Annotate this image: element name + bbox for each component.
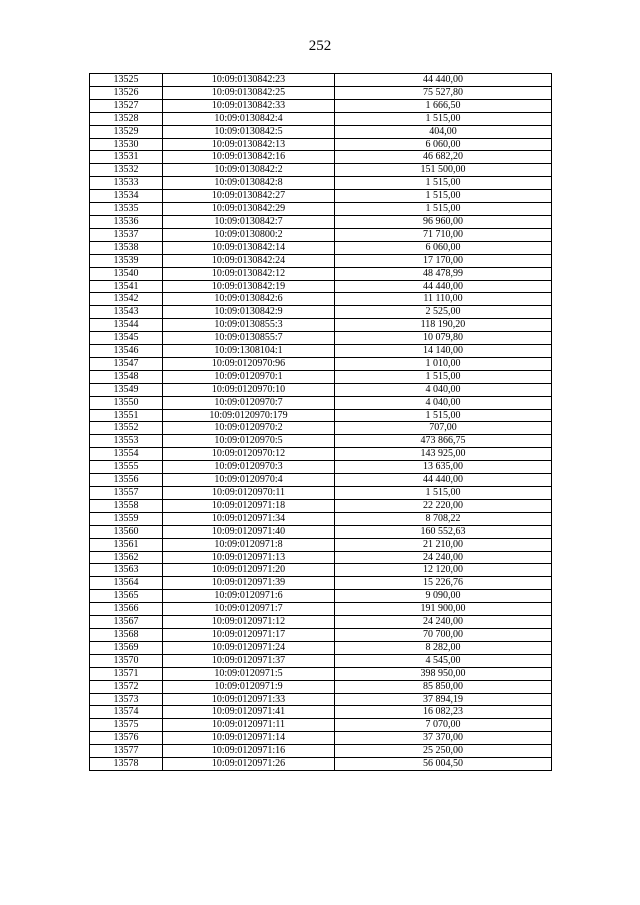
amount-cell: 2 525,00	[335, 306, 552, 319]
amount-cell: 96 960,00	[335, 215, 552, 228]
table-row	[90, 487, 552, 500]
table-row	[90, 719, 552, 732]
table-row	[90, 758, 552, 771]
amount-cell: 46 682,20	[335, 151, 552, 164]
amount-cell: 8 282,00	[335, 641, 552, 654]
table-row	[90, 538, 552, 551]
amount-cell: 6 060,00	[335, 138, 552, 151]
row-number-cell: 13527	[90, 99, 163, 112]
cadastral-number-cell: 10:09:0130842:29	[163, 203, 335, 216]
table-row	[90, 86, 552, 99]
row-number-cell: 13537	[90, 228, 163, 241]
amount-cell: 17 170,00	[335, 254, 552, 267]
cadastral-number-cell: 10:09:0120971:13	[163, 551, 335, 564]
row-number-cell: 13561	[90, 538, 163, 551]
amount-cell: 24 240,00	[335, 551, 552, 564]
row-number-cell: 13548	[90, 370, 163, 383]
amount-cell: 15 226,76	[335, 577, 552, 590]
cadastral-number-cell: 10:09:0130842:25	[163, 86, 335, 99]
row-number-cell: 13550	[90, 396, 163, 409]
cadastral-number-cell: 10:09:0120971:5	[163, 667, 335, 680]
row-number-cell: 13578	[90, 758, 163, 771]
table-row	[90, 706, 552, 719]
table-row	[90, 435, 552, 448]
cadastral-number-cell: 10:09:0120970:2	[163, 422, 335, 435]
table-body	[90, 74, 552, 771]
table-row	[90, 448, 552, 461]
amount-cell: 1 515,00	[335, 177, 552, 190]
table-row	[90, 551, 552, 564]
cadastral-number-cell: 10:09:0130842:13	[163, 138, 335, 151]
cadastral-number-cell: 10:09:0120971:41	[163, 706, 335, 719]
data-table	[89, 73, 552, 771]
cadastral-number-cell: 10:09:0120971:20	[163, 564, 335, 577]
row-number-cell: 13538	[90, 241, 163, 254]
table-row	[90, 112, 552, 125]
row-number-cell: 13549	[90, 383, 163, 396]
amount-cell: 56 004,50	[335, 758, 552, 771]
row-number-cell: 13541	[90, 280, 163, 293]
amount-cell: 48 478,99	[335, 267, 552, 280]
table-row	[90, 628, 552, 641]
table-row	[90, 499, 552, 512]
row-number-cell: 13553	[90, 435, 163, 448]
table-row	[90, 345, 552, 358]
amount-cell: 10 079,80	[335, 332, 552, 345]
table-row	[90, 99, 552, 112]
row-number-cell: 13568	[90, 628, 163, 641]
cadastral-number-cell: 10:09:0120970:4	[163, 474, 335, 487]
table-row	[90, 164, 552, 177]
cadastral-number-cell: 10:09:0130842:24	[163, 254, 335, 267]
amount-cell: 4 545,00	[335, 654, 552, 667]
cadastral-number-cell: 10:09:0130842:14	[163, 241, 335, 254]
amount-cell: 24 240,00	[335, 616, 552, 629]
amount-cell: 44 440,00	[335, 474, 552, 487]
amount-cell: 4 040,00	[335, 396, 552, 409]
table-row	[90, 680, 552, 693]
table-row	[90, 319, 552, 332]
table-row	[90, 190, 552, 203]
amount-cell: 6 060,00	[335, 241, 552, 254]
cadastral-number-cell: 10:09:0120971:7	[163, 603, 335, 616]
cadastral-number-cell: 10:09:0120971:40	[163, 525, 335, 538]
amount-cell: 25 250,00	[335, 745, 552, 758]
cadastral-number-cell: 10:09:0130842:8	[163, 177, 335, 190]
table-row	[90, 151, 552, 164]
row-number-cell: 13577	[90, 745, 163, 758]
cadastral-number-cell: 10:09:0120971:14	[163, 732, 335, 745]
amount-cell: 191 900,00	[335, 603, 552, 616]
row-number-cell: 13551	[90, 409, 163, 422]
amount-cell: 404,00	[335, 125, 552, 138]
table-row	[90, 422, 552, 435]
amount-cell: 75 527,80	[335, 86, 552, 99]
row-number-cell: 13557	[90, 487, 163, 500]
cadastral-number-cell: 10:09:0130842:2	[163, 164, 335, 177]
amount-cell: 151 500,00	[335, 164, 552, 177]
row-number-cell: 13536	[90, 215, 163, 228]
table-row	[90, 603, 552, 616]
cadastral-number-cell: 10:09:0130855:7	[163, 332, 335, 345]
row-number-cell: 13545	[90, 332, 163, 345]
row-number-cell: 13546	[90, 345, 163, 358]
table-row	[90, 357, 552, 370]
cadastral-number-cell: 10:09:0130842:23	[163, 74, 335, 87]
amount-cell: 71 710,00	[335, 228, 552, 241]
row-number-cell: 13562	[90, 551, 163, 564]
table-row	[90, 577, 552, 590]
table-row	[90, 564, 552, 577]
row-number-cell: 13532	[90, 164, 163, 177]
row-number-cell: 13556	[90, 474, 163, 487]
row-number-cell: 13559	[90, 512, 163, 525]
table-row	[90, 280, 552, 293]
cadastral-number-cell: 10:09:0120970:11	[163, 487, 335, 500]
row-number-cell: 13535	[90, 203, 163, 216]
row-number-cell: 13576	[90, 732, 163, 745]
cadastral-number-cell: 10:09:0130842:4	[163, 112, 335, 125]
table-row	[90, 616, 552, 629]
amount-cell: 13 635,00	[335, 461, 552, 474]
amount-cell: 14 140,00	[335, 345, 552, 358]
amount-cell: 1 515,00	[335, 487, 552, 500]
amount-cell: 707,00	[335, 422, 552, 435]
cadastral-number-cell: 10:09:0120970:1	[163, 370, 335, 383]
table-row	[90, 241, 552, 254]
amount-cell: 160 552,63	[335, 525, 552, 538]
table-row	[90, 745, 552, 758]
table-row	[90, 525, 552, 538]
row-number-cell: 13539	[90, 254, 163, 267]
amount-cell: 8 708,22	[335, 512, 552, 525]
amount-cell: 473 866,75	[335, 435, 552, 448]
row-number-cell: 13540	[90, 267, 163, 280]
table-row	[90, 461, 552, 474]
amount-cell: 143 925,00	[335, 448, 552, 461]
cadastral-number-cell: 10:09:0120971:11	[163, 719, 335, 732]
row-number-cell: 13574	[90, 706, 163, 719]
amount-cell: 1 515,00	[335, 370, 552, 383]
table-row	[90, 409, 552, 422]
table-row	[90, 306, 552, 319]
amount-cell: 1 515,00	[335, 190, 552, 203]
amount-cell: 118 190,20	[335, 319, 552, 332]
amount-cell: 11 110,00	[335, 293, 552, 306]
page-number: 252	[308, 38, 332, 54]
amount-cell: 44 440,00	[335, 280, 552, 293]
row-number-cell: 13533	[90, 177, 163, 190]
cadastral-number-cell: 10:09:0120971:12	[163, 616, 335, 629]
table-row	[90, 138, 552, 151]
cadastral-number-cell: 10:09:0120970:3	[163, 461, 335, 474]
table-row	[90, 215, 552, 228]
row-number-cell: 13531	[90, 151, 163, 164]
amount-cell: 4 040,00	[335, 383, 552, 396]
cadastral-number-cell: 10:09:0120970:10	[163, 383, 335, 396]
cadastral-number-cell: 10:09:0130855:3	[163, 319, 335, 332]
cadastral-number-cell: 10:09:0130842:33	[163, 99, 335, 112]
cadastral-number-cell: 10:09:0130842:9	[163, 306, 335, 319]
row-number-cell: 13570	[90, 654, 163, 667]
table-row	[90, 512, 552, 525]
cadastral-number-cell: 10:09:0130842:16	[163, 151, 335, 164]
table-row	[90, 332, 552, 345]
amount-cell: 37 894,19	[335, 693, 552, 706]
cadastral-number-cell: 10:09:0120970:179	[163, 409, 335, 422]
table-row	[90, 228, 552, 241]
row-number-cell: 13563	[90, 564, 163, 577]
amount-cell: 16 082,23	[335, 706, 552, 719]
table-row	[90, 267, 552, 280]
row-number-cell: 13526	[90, 86, 163, 99]
cadastral-number-cell: 10:09:0120971:37	[163, 654, 335, 667]
amount-cell: 9 090,00	[335, 590, 552, 603]
table-row	[90, 383, 552, 396]
table-row	[90, 590, 552, 603]
amount-cell: 22 220,00	[335, 499, 552, 512]
row-number-cell: 13571	[90, 667, 163, 680]
table-row	[90, 370, 552, 383]
cadastral-number-cell: 10:09:0130842:12	[163, 267, 335, 280]
table-row	[90, 177, 552, 190]
row-number-cell: 13564	[90, 577, 163, 590]
cadastral-number-cell: 10:09:0130842:6	[163, 293, 335, 306]
row-number-cell: 13565	[90, 590, 163, 603]
cadastral-number-cell: 10:09:0120970:96	[163, 357, 335, 370]
table-row	[90, 667, 552, 680]
cadastral-number-cell: 10:09:0120971:34	[163, 512, 335, 525]
row-number-cell: 13554	[90, 448, 163, 461]
amount-cell: 70 700,00	[335, 628, 552, 641]
table-row	[90, 125, 552, 138]
row-number-cell: 13525	[90, 74, 163, 87]
table-row	[90, 654, 552, 667]
cadastral-number-cell: 10:09:0120971:8	[163, 538, 335, 551]
cadastral-number-cell: 10:09:0120971:26	[163, 758, 335, 771]
cadastral-number-cell: 10:09:0130842:27	[163, 190, 335, 203]
row-number-cell: 13560	[90, 525, 163, 538]
table-row	[90, 693, 552, 706]
table-row	[90, 254, 552, 267]
cadastral-number-cell: 10:09:0120970:5	[163, 435, 335, 448]
cadastral-number-cell: 10:09:0130842:19	[163, 280, 335, 293]
row-number-cell: 13530	[90, 138, 163, 151]
table-row	[90, 396, 552, 409]
cadastral-number-cell: 10:09:0130842:5	[163, 125, 335, 138]
amount-cell: 1 666,50	[335, 99, 552, 112]
amount-cell: 7 070,00	[335, 719, 552, 732]
row-number-cell: 13547	[90, 357, 163, 370]
table-row	[90, 641, 552, 654]
amount-cell: 37 370,00	[335, 732, 552, 745]
row-number-cell: 13569	[90, 641, 163, 654]
cadastral-number-cell: 10:09:0130842:7	[163, 215, 335, 228]
table-row	[90, 293, 552, 306]
cadastral-number-cell: 10:09:0120971:18	[163, 499, 335, 512]
row-number-cell: 13567	[90, 616, 163, 629]
amount-cell: 85 850,00	[335, 680, 552, 693]
row-number-cell: 13534	[90, 190, 163, 203]
cadastral-number-cell: 10:09:1308104:1	[163, 345, 335, 358]
cadastral-number-cell: 10:09:0120971:33	[163, 693, 335, 706]
cadastral-number-cell: 10:09:0120970:7	[163, 396, 335, 409]
cadastral-number-cell: 10:09:0120971:16	[163, 745, 335, 758]
amount-cell: 1 010,00	[335, 357, 552, 370]
cadastral-number-cell: 10:09:0130800:2	[163, 228, 335, 241]
amount-cell: 21 210,00	[335, 538, 552, 551]
cadastral-number-cell: 10:09:0120971:6	[163, 590, 335, 603]
row-number-cell: 13566	[90, 603, 163, 616]
row-number-cell: 13543	[90, 306, 163, 319]
row-number-cell: 13528	[90, 112, 163, 125]
table-row	[90, 732, 552, 745]
row-number-cell: 13542	[90, 293, 163, 306]
row-number-cell: 13575	[90, 719, 163, 732]
row-number-cell: 13552	[90, 422, 163, 435]
row-number-cell: 13529	[90, 125, 163, 138]
cadastral-number-cell: 10:09:0120971:9	[163, 680, 335, 693]
row-number-cell: 13558	[90, 499, 163, 512]
amount-cell: 1 515,00	[335, 409, 552, 422]
cadastral-number-cell: 10:09:0120970:12	[163, 448, 335, 461]
row-number-cell: 13544	[90, 319, 163, 332]
table-row	[90, 74, 552, 87]
amount-cell: 12 120,00	[335, 564, 552, 577]
amount-cell: 1 515,00	[335, 203, 552, 216]
table-row	[90, 203, 552, 216]
amount-cell: 44 440,00	[335, 74, 552, 87]
row-number-cell: 13573	[90, 693, 163, 706]
row-number-cell: 13555	[90, 461, 163, 474]
amount-cell: 398 950,00	[335, 667, 552, 680]
amount-cell: 1 515,00	[335, 112, 552, 125]
cadastral-number-cell: 10:09:0120971:17	[163, 628, 335, 641]
row-number-cell: 13572	[90, 680, 163, 693]
table-row	[90, 474, 552, 487]
cadastral-number-cell: 10:09:0120971:39	[163, 577, 335, 590]
cadastral-number-cell: 10:09:0120971:24	[163, 641, 335, 654]
